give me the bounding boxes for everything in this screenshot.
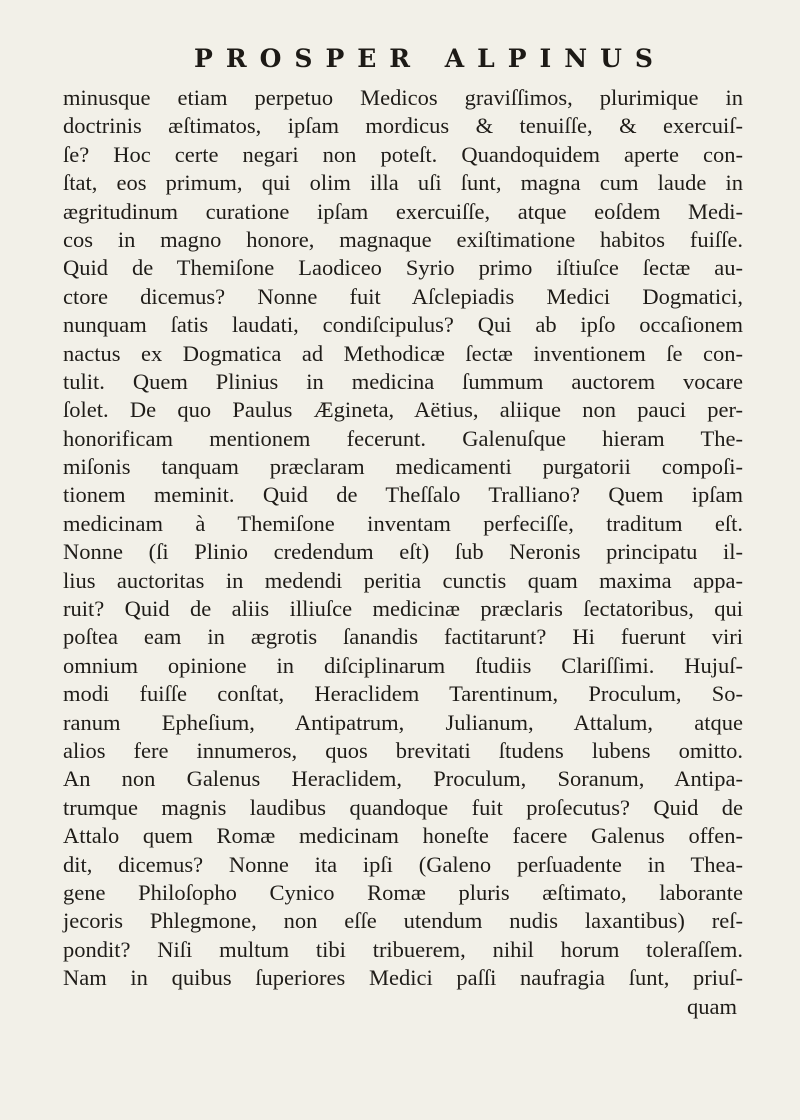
text-line: minusque etiam perpetuo Medicos graviſſimos, plurimique in <box>63 85 743 110</box>
text-line: dit, dicemus? Nonne ita ipſi (Galeno perſuadente in Thea- <box>63 851 743 877</box>
text-line: nactus ex Dogmatica ad Methodicæ ſectæ inventionem ſe con- <box>63 340 743 366</box>
text-line: tionem meminit. Quid de Theſſalo Tralliano? Quem ipſam <box>63 482 743 508</box>
body-text <box>63 84 743 1021</box>
text-line: medicinam à Themiſone inventam perfeciſſe, traditum eſt. <box>63 510 743 536</box>
text-line: quam <box>687 993 737 1019</box>
text-line: ſolet. De quo Paulus Ægineta, Aëtius, aliique non pauci per- <box>63 397 743 423</box>
text-line: ctore dicemus? Nonne fuit Aſclepiadis Medici Dogmatici, <box>63 283 743 309</box>
text-line: ruit? Quid de aliis illiuſce medicinæ præclaris ſectatoribus, qui <box>63 596 743 622</box>
text-line: pondit? Niſi multum tibi tribuerem, nihil horum toleraſſem. <box>63 936 743 962</box>
text-line: jecoris Phlegmone, non eſſe utendum nudis laxantibus) reſ- <box>63 908 743 934</box>
text-line: tulit. Quem Plinius in medicina ſummum auctorem vocare <box>63 368 743 394</box>
text-line: modi fuiſſe conſtat, Heraclidem Tarentinum, Proculum, So- <box>63 681 743 707</box>
text-line: Attalo quem Romæ medicinam honeſte facere Galenus offen- <box>63 823 743 849</box>
text-line: ſe? Hoc certe negari non poteſt. Quandoquidem aperte con- <box>63 141 743 167</box>
text-line: trumque magnis laudibus quandoque fuit proſecutus? Quid de <box>63 794 743 820</box>
text-line: miſonis tanquam præclaram medicamenti purgatorii compoſi- <box>63 454 743 480</box>
text-line: cos in magno honore, magnaque exiſtimatione habitos fuiſſe. <box>63 226 743 252</box>
text-line: lius auctoritas in medendi peritia cunctis quam maxima appa- <box>63 567 743 593</box>
text-line: Nam in quibus ſuperiores Medici paſſi naufragia ſunt, priuſ- <box>63 965 743 991</box>
text-line: honorificam mentionem fecerunt. Galenuſque hieram The- <box>63 425 743 451</box>
text-line: Nonne (ſi Plinio credendum eſt) ſub Neronis principatu il- <box>63 539 743 565</box>
text-line: alios fere innumeros, quos brevitati ſtudens lubens omitto. <box>63 737 743 763</box>
text-line: An non Galenus Heraclidem, Proculum, Soranum, Antipa- <box>63 766 743 792</box>
text-line: poſtea eam in ægrotis ſanandis factitarunt? Hi fuerunt viri <box>63 624 743 650</box>
text-line: gene Philoſopho Cynico Romæ pluris æſtimato, laborante <box>63 879 743 905</box>
text-line: omnium opinione in diſciplinarum ſtudiis Clariſſimi. Hujuſ- <box>63 652 743 678</box>
text-line: ægritudinum curatione ipſam exercuiſſe, atque eoſdem Medi- <box>63 198 743 224</box>
text-line: Quid de Themiſone Laodiceo Syrio primo iſtiuſce ſectæ au- <box>63 255 743 281</box>
text-line: doctrinis æſtimatos, ipſam mordicus & tenuiſſe, & exercuiſ- <box>63 113 743 139</box>
text-line: ranum Epheſium, Antipatrum, Julianum, Attalum, atque <box>63 709 743 735</box>
text-line: ſtat, eos primum, qui olim illa uſi ſunt, magna cum laude in <box>63 170 743 196</box>
running-head: PROSPER ALPINUS <box>194 44 666 73</box>
text-line: nunquam ſatis laudati, condiſcipulus? Qui ab ipſo occaſionem <box>63 312 743 338</box>
